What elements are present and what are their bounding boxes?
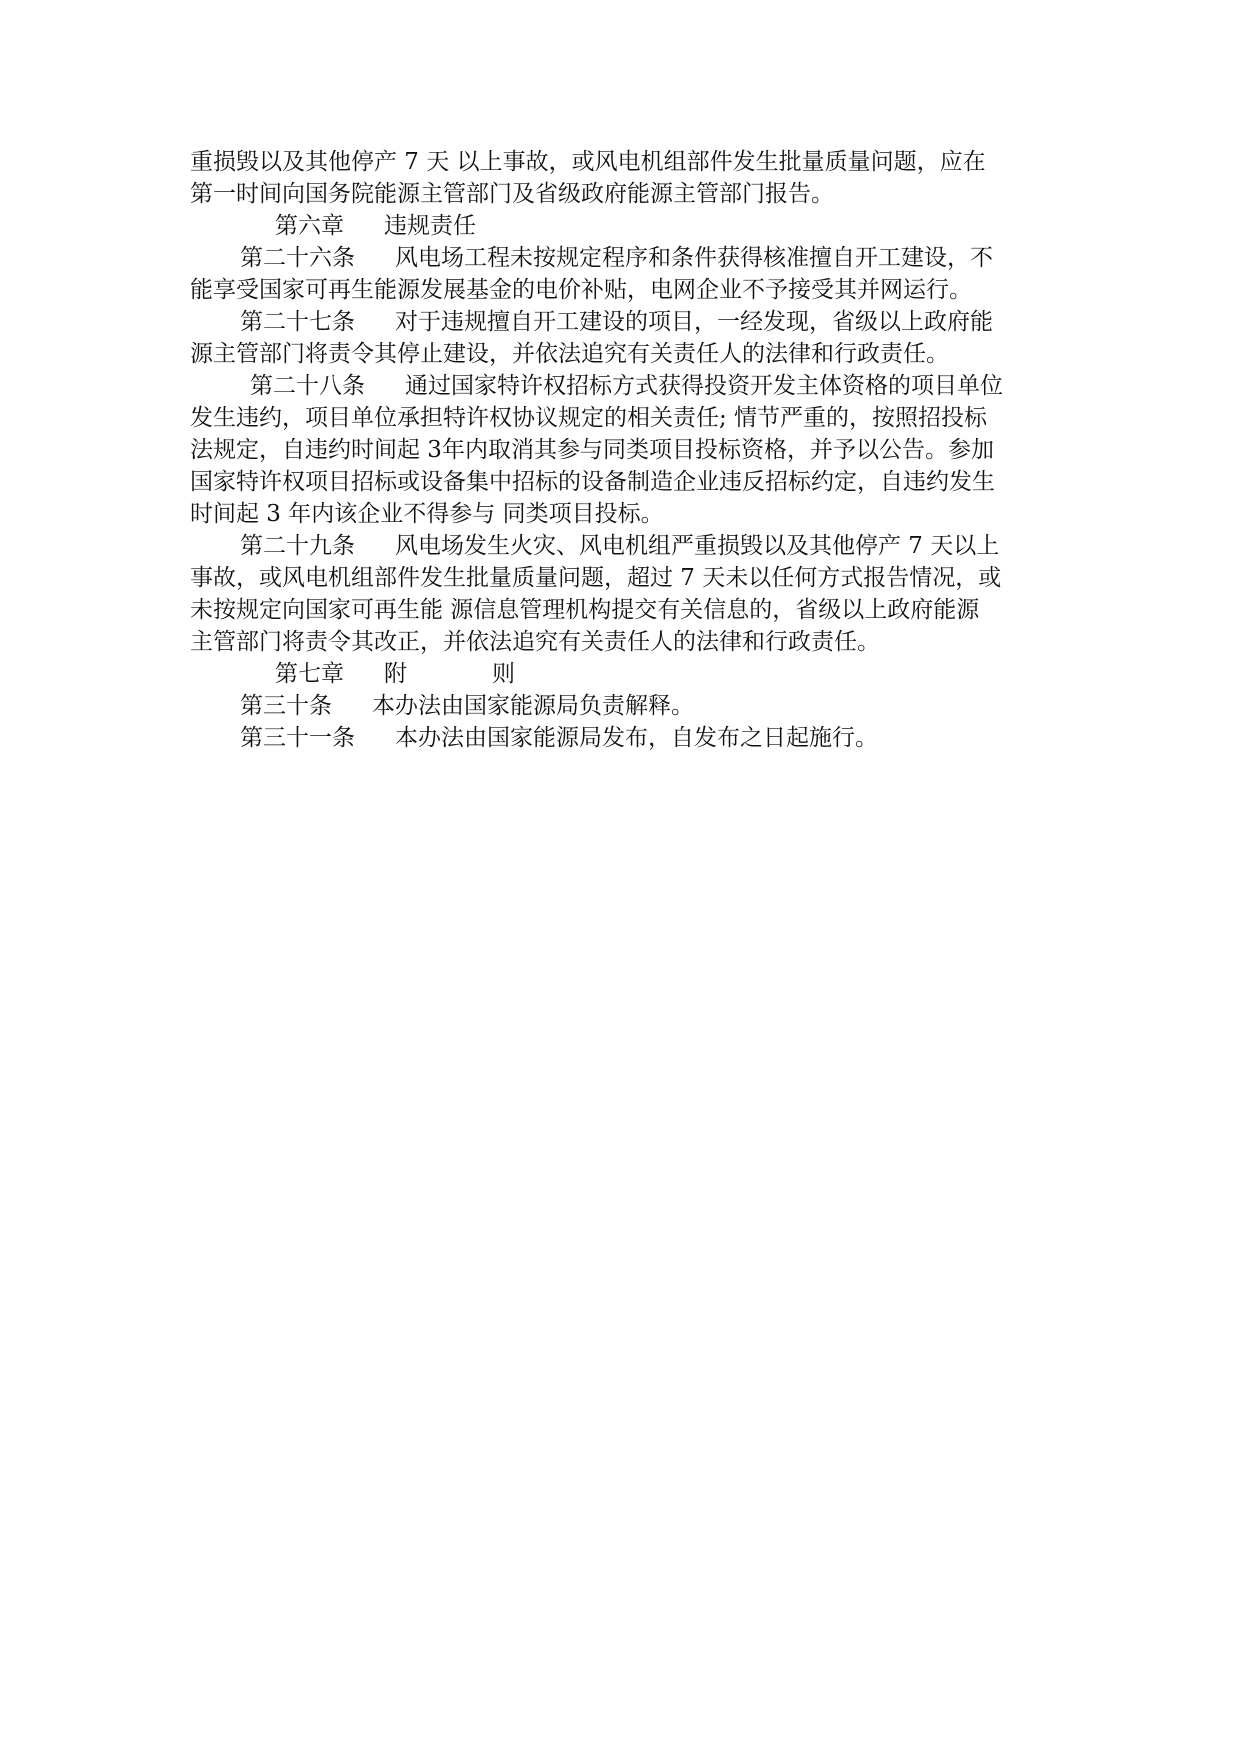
article-number: 第三十一条 bbox=[240, 725, 355, 751]
paragraph-line: 源主管部门将责令其停止建设，并依法追究有关责任人的法律和行政责任。 bbox=[190, 341, 949, 367]
article-number: 第二十六条 bbox=[240, 245, 355, 271]
article-number: 第三十条 bbox=[240, 693, 332, 719]
chapter-title-part: 附 bbox=[384, 661, 407, 687]
paragraph-line: 事故，或风电机组部件发生批量质量问题，超过 7 天未以任何方式报告情况，或 bbox=[190, 565, 1002, 591]
article-text: 风电场发生火灾、风电机组严重损毁以及其他停产 7 天以上 bbox=[395, 533, 1000, 559]
chapter-heading bbox=[190, 210, 1060, 242]
chapter-title-part: 则 bbox=[492, 661, 515, 687]
article-first-line bbox=[190, 722, 1060, 754]
article-first-line bbox=[190, 242, 1060, 274]
article-first-line bbox=[190, 690, 1060, 722]
paragraph-line: 国家特许权项目招标或设备集中招标的设备制造企业违反招标约定，自违约发生 bbox=[190, 469, 995, 495]
paragraph-line: 法规定，自违约时间起 3年内取消其参与同类项目投标资格，并予以公告。参加 bbox=[190, 437, 994, 463]
chapter-heading bbox=[190, 658, 1060, 690]
paragraph-line: 主管部门将责令其改正，并依法追究有关责任人的法律和行政责任。 bbox=[190, 629, 880, 655]
article-text: 本办法由国家能源局发布，自发布之日起施行。 bbox=[395, 725, 878, 751]
paragraph-line: 重损毁以及其他停产 7 天 以上事故，或风电机组部件发生批量质量问题，应在 bbox=[190, 149, 986, 175]
article-number: 第二十九条 bbox=[240, 533, 355, 559]
article-text: 风电场工程未按规定程序和条件获得核准擅自开工建设，不 bbox=[395, 245, 993, 271]
article-text: 对于违规擅自开工建设的项目，一经发现，省级以上政府能 bbox=[395, 309, 993, 335]
document-body bbox=[190, 146, 1060, 754]
article-first-line bbox=[190, 370, 1060, 402]
paragraph-line: 发生违约，项目单位承担特许权协议规定的相关责任; 情节严重的，按照招投标 bbox=[190, 405, 988, 431]
chapter-number: 第六章 bbox=[275, 213, 344, 239]
chapter-number: 第七章 bbox=[275, 661, 344, 687]
article-number: 第二十八条 bbox=[250, 373, 365, 399]
paragraph-line: 能享受国家可再生能源发展基金的电价补贴，电网企业不予接受其并网运行。 bbox=[190, 277, 972, 303]
chapter-title: 违规责任 bbox=[384, 213, 476, 239]
article-first-line bbox=[190, 306, 1060, 338]
article-text: 本办法由国家能源局负责解释。 bbox=[372, 693, 694, 719]
paragraph-line: 第一时间向国务院能源主管部门及省级政府能源主管部门报告。 bbox=[190, 181, 834, 207]
article-first-line bbox=[190, 530, 1060, 562]
paragraph-line: 时间起 3 年内该企业不得参与 同类项目投标。 bbox=[190, 501, 664, 527]
article-number: 第二十七条 bbox=[240, 309, 355, 335]
article-text: 通过国家特许权招标方式获得投资开发主体资格的项目单位 bbox=[405, 373, 1003, 399]
paragraph-line: 未按规定向国家可再生能 源信息管理机构提交有关信息的，省级以上政府能源 bbox=[190, 597, 980, 623]
